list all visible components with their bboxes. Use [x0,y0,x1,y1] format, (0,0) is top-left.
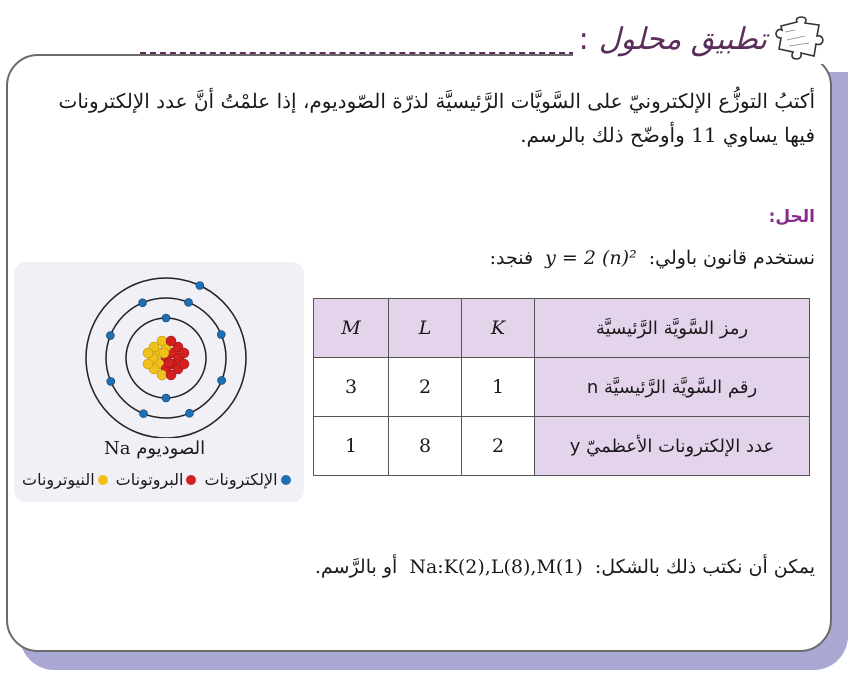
neutron-dot-icon [98,475,108,485]
proton [166,336,176,346]
table-row [314,299,810,358]
electron [106,332,114,340]
electron [162,314,170,322]
pauli-text-after: فنجد: [489,247,534,269]
atom-label: الصوديوم Na [104,438,206,459]
electron [107,377,115,385]
neutron [143,359,153,369]
notation-line [315,556,815,578]
row-header: رمز السَّويَّة الرَّئيسيَّة [535,299,810,358]
legend-electrons [204,470,290,489]
pauli-text-before: نستخدم قانون باولي: [648,247,815,269]
legend-electrons-label: الإلكترونات [204,470,278,489]
question-text: أكتبُ التوزُّع الإلكترونيّ على السَّويَّات الرَّئيسيَّة لذرّة الصّوديوم، إذا علمْتُ أنَّ عدد الإلكترونات فيها يساوي 11 وأوضّح ذلك بالرسم. [58,89,815,147]
legend-neutrons [22,470,108,489]
table-cell: 1 [314,417,389,476]
neutron [159,348,169,358]
table-cell: 2 [462,417,535,476]
table-cell: K [462,299,535,358]
electron [162,394,170,402]
electron [196,281,204,289]
electron [218,376,226,384]
nucleus [143,336,189,380]
header-colon: : [578,21,589,57]
electron [217,331,225,339]
proton-dot-icon [186,475,196,485]
sodium-atom-diagram [76,268,256,438]
section-header [573,14,827,64]
proton [166,370,176,380]
table-cell: 8 [389,417,462,476]
proton [179,359,189,369]
puzzle-icon [775,16,827,62]
table-cell: 2 [389,358,462,417]
table-cell: 1 [462,358,535,417]
legend-protons [116,470,197,489]
electron [184,298,192,306]
pauli-formula: y = 2 (n)² [545,247,637,269]
table-row [314,417,810,476]
header-dashed-line [140,52,605,54]
legend [22,470,291,489]
electron-dot-icon [281,475,291,485]
notation-text-after: أو بالرَّسم. [314,556,398,578]
table-cell: L [389,299,462,358]
electron [139,299,147,307]
neutron [157,370,167,380]
table-cell: M [314,299,389,358]
header-title: تطبيق محلول [598,21,767,57]
neutron [143,348,153,358]
row-header: رقم السَّويَّة الرَّئيسيَّة n [535,358,810,417]
legend-protons-label: البروتونات [115,470,184,489]
notation-text-before: يمكن أن نكتب ذلك بالشكل: [594,556,815,578]
row-header: عدد الإلكترونات الأعظميّ y [535,417,810,476]
table-row [314,358,810,417]
electron [140,410,148,418]
table-cell: 3 [314,358,389,417]
notation-formula: Na:K(2),L(8),M(1) [409,556,583,578]
proton [164,358,174,368]
shell-table [313,298,810,476]
proton [179,348,189,358]
pauli-line [490,247,815,269]
solution-label: الحل: [768,207,815,227]
electron [185,409,193,417]
legend-neutrons-label: النيوترونات [22,470,95,489]
neutron [157,336,167,346]
